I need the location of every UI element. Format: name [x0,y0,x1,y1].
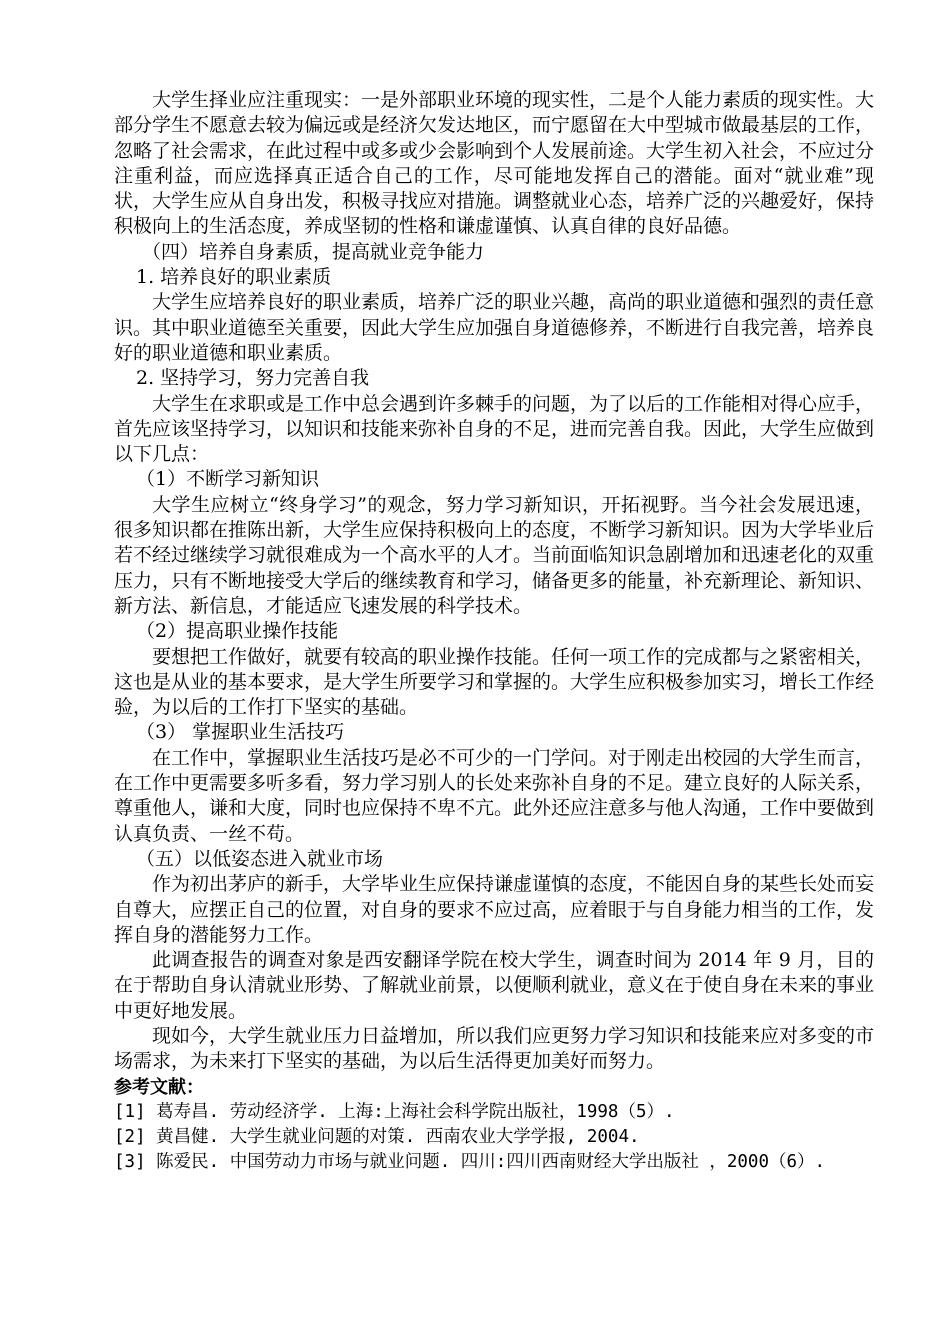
paragraph-low-profile: 作为初出茅庐的新手，大学毕业生应保持谦虚谨慎的态度，不能因自身的某些长处而妄自尊大，应摆正自己的位置，对自身的要求不应过高，应着眼于与自身能力相当的工作，发挥自身的潜能努力工作。 [114,873,875,946]
section-heading-4: （四）培养自身素质，提高就业竞争能力 [142,240,485,263]
item-heading-2: （2）提高职业操作技能 [136,620,339,643]
paragraph-professional-quality: 大学生应培养良好的职业素质，培养广泛的职业兴趣，高尚的职业道德和强烈的责任意识。其中职业道德至关重要，因此大学生应加强自身道德修养，不断进行自我完善，培养良好的职业道德和职业素质。 [114,291,875,364]
document-page [114,88,874,1176]
subheading-1: 1. 培养良好的职业素质 [136,266,332,289]
paragraph-closing: 现如今，大学生就业压力日益增加，所以我们应更努力学习知识和技能来应对多变的市场需求，为未来打下坚实的基础，为以后生活得更加美好而努力。 [114,1024,875,1073]
item-heading-3: （3） 掌握职业生活技巧 [136,721,345,744]
subheading-2: 2. 坚持学习，努力完善自我 [136,367,370,390]
paragraph-new-knowledge: 大学生应树立“终身学习”的观念，努力学习新知识，开拓视野。当今社会发展迅速，很多知识都在推陈出新，大学生应保持积极向上的态度，不断学习新知识。因为大学毕业后若不经过继续学习就很难成为一个高水平的人才。当前面临知识急剧增加和迅速老化的双重压力，只有不断地接受大学后的继续教育和学习，储备更多的能量，补充新理论、新知识、新方法、新信息，才能适应飞速发展的科学技术。 [114,493,875,617]
references-title: 参考文献： [114,1076,204,1098]
paragraph-life-skills: 在工作中，掌握职业生活技巧是必不可少的一门学问。对于刚走出校园的大学生而言，在工作中更需要多听多看，努力学习别人的长处来弥补自身的不足。建立良好的人际关系，尊重他人，谦和大度，同时也应保持不卑不亢。此外还应注意多与他人沟通，工作中要做到认真负责、一丝不苟。 [114,746,875,845]
paragraph-keep-learning: 大学生在求职或是工作中总会遇到许多棘手的问题，为了以后的工作能相对得心应手，首先应该坚持学习，以知识和技能来弥补自身的不足，进而完善自我。因此，大学生应做到以下几点： [114,392,875,466]
reference-item: [2] 黄昌健. 大学生就业问题的对策. 西南农业大学学报, 2004. [114,1127,640,1148]
paragraph-survey-summary: 此调查报告的调查对象是西安翻译学院在校大学生，调查时间为 2014 年 9 月，目的在于帮助自身认清就业形势、了解就业前景，以便顺利就业，意义在于使自身在未来的事业中更好地发展。 [114,949,875,1022]
reference-item: [3] 陈爱民. 中国劳动力市场与就业问题. 四川:四川西南财经大学出版社 ，2000（6）. [114,1152,826,1173]
paragraph-career-realism: 大学生择业应注重现实：一是外部职业环境的现实性，二是个人能力素质的现实性。大部分学生不愿意去较为偏远或是经济欠发达地区，而宁愿留在大中型城市做最基层的工作，忽略了社会需求，在此过程中或多或少会影响到个人发展前途。大学生初入社会，不应过分注重利益，而应选择真正适合自己的工作，尽可能地发挥自己的潜能。面对“就业难”现状，大学生应从自身出发，积极寻找应对措施。调整就业心态，培养广泛的兴趣爱好，保持积极向上的生活态度，养成坚韧的性格和谦虚谨慎、认真自律的良好品德。 [114,89,875,238]
paragraph-operational-skills: 要想把工作做好，就要有较高的职业操作技能。任何一项工作的完成都与之紧密相关，这也是从业的基本要求，是大学生所要学习和掌握的。大学生应积极参加实习，增长工作经验，为以后的工作打下坚实的基础。 [114,645,875,719]
reference-item: [1] 葛寿昌. 劳动经济学. 上海:上海社会科学院出版社，1998（5）. [114,1101,675,1122]
section-heading-5: （五）以低姿态进入就业市场 [136,847,384,870]
item-heading-1: （1）不断学习新知识 [136,468,320,491]
